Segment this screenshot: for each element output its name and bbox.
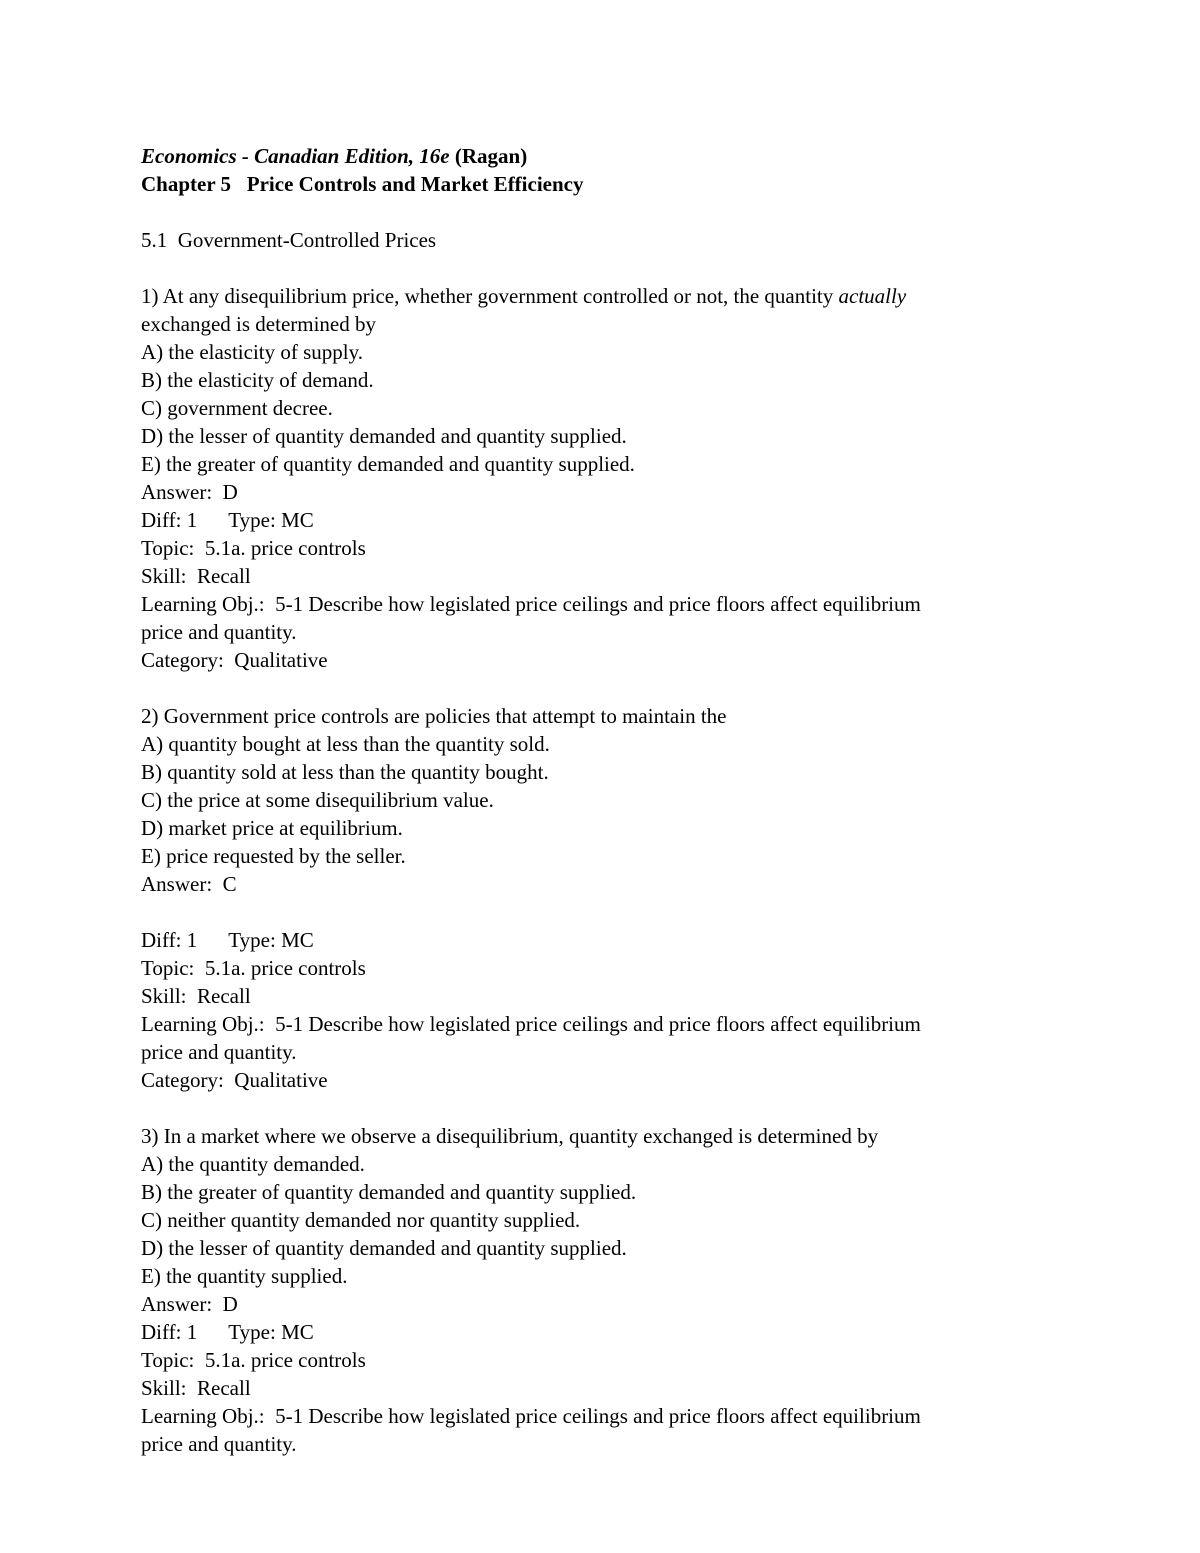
choice-a: A) the elasticity of supply. <box>141 340 364 364</box>
choice-d: D) market price at equilibrium. <box>141 816 403 840</box>
book-title-line <box>141 142 1061 170</box>
learning-objective-continued: price and quantity. <box>141 1432 297 1456</box>
choice-d: D) the lesser of quantity demanded and quantity supplied. <box>141 1236 627 1260</box>
learning-objective: Learning Obj.: 5-1 Describe how legislated price ceilings and price floors affect equilibrium <box>141 1012 921 1036</box>
question-2 <box>141 702 1061 1094</box>
topic: Topic: 5.1a. price controls <box>141 1348 366 1372</box>
book-author: (Ragan) <box>454 144 528 168</box>
question-stem-text: 1) At any disequilibrium price, whether government controlled or not, the quantity <box>141 284 839 308</box>
book-title: Economics - Canadian Edition, 16e <box>141 144 450 168</box>
spacer <box>141 898 1061 926</box>
question-stem-emphasis: actually <box>838 284 907 308</box>
choice-b: B) the greater of quantity demanded and quantity supplied. <box>141 1180 637 1204</box>
question-stem-continued: exchanged is determined by <box>141 312 376 336</box>
learning-objective: Learning Obj.: 5-1 Describe how legislated price ceilings and price floors affect equilibrium <box>141 1404 921 1428</box>
choice-c: C) government decree. <box>141 396 333 420</box>
difficulty-type: Diff: 1 Type: MC <box>141 928 314 952</box>
choice-e: E) the quantity supplied. <box>141 1264 348 1288</box>
choice-c: C) neither quantity demanded nor quantity supplied. <box>141 1208 581 1232</box>
spacer <box>141 254 1061 282</box>
topic: Topic: 5.1a. price controls <box>141 956 366 980</box>
learning-objective-continued: price and quantity. <box>141 620 297 644</box>
choice-d: D) the lesser of quantity demanded and quantity supplied. <box>141 424 627 448</box>
learning-objective-continued: price and quantity. <box>141 1040 297 1064</box>
section-heading: 5.1 Government-Controlled Prices <box>141 228 437 252</box>
answer: Answer: C <box>141 872 237 896</box>
learning-objective: Learning Obj.: 5-1 Describe how legislated price ceilings and price floors affect equilibrium <box>141 592 921 616</box>
difficulty-type: Diff: 1 Type: MC <box>141 1320 314 1344</box>
spacer <box>141 198 1061 226</box>
choice-a: A) the quantity demanded. <box>141 1152 365 1176</box>
question-stem: 3) In a market where we observe a disequilibrium, quantity exchanged is determined by <box>141 1124 879 1148</box>
document-page <box>141 142 1061 1458</box>
difficulty-type: Diff: 1 Type: MC <box>141 508 314 532</box>
skill: Skill: Recall <box>141 564 251 588</box>
skill: Skill: Recall <box>141 984 251 1008</box>
answer: Answer: D <box>141 1292 238 1316</box>
choice-e: E) price requested by the seller. <box>141 844 406 868</box>
choice-e: E) the greater of quantity demanded and quantity supplied. <box>141 452 635 476</box>
category: Category: Qualitative <box>141 1068 328 1092</box>
choice-b: B) quantity sold at less than the quantity bought. <box>141 760 549 784</box>
answer: Answer: D <box>141 480 238 504</box>
question-3 <box>141 1122 1061 1458</box>
spacer <box>141 674 1061 702</box>
topic: Topic: 5.1a. price controls <box>141 536 366 560</box>
question-stem <box>141 282 1061 310</box>
chapter-title: Chapter 5 Price Controls and Market Efficiency <box>141 172 584 196</box>
skill: Skill: Recall <box>141 1376 251 1400</box>
question-stem: 2) Government price controls are policies that attempt to maintain the <box>141 704 727 728</box>
choice-b: B) the elasticity of demand. <box>141 368 374 392</box>
choice-a: A) quantity bought at less than the quantity sold. <box>141 732 550 756</box>
choice-c: C) the price at some disequilibrium value. <box>141 788 494 812</box>
spacer <box>141 1094 1061 1122</box>
category: Category: Qualitative <box>141 648 328 672</box>
question-1 <box>141 282 1061 674</box>
